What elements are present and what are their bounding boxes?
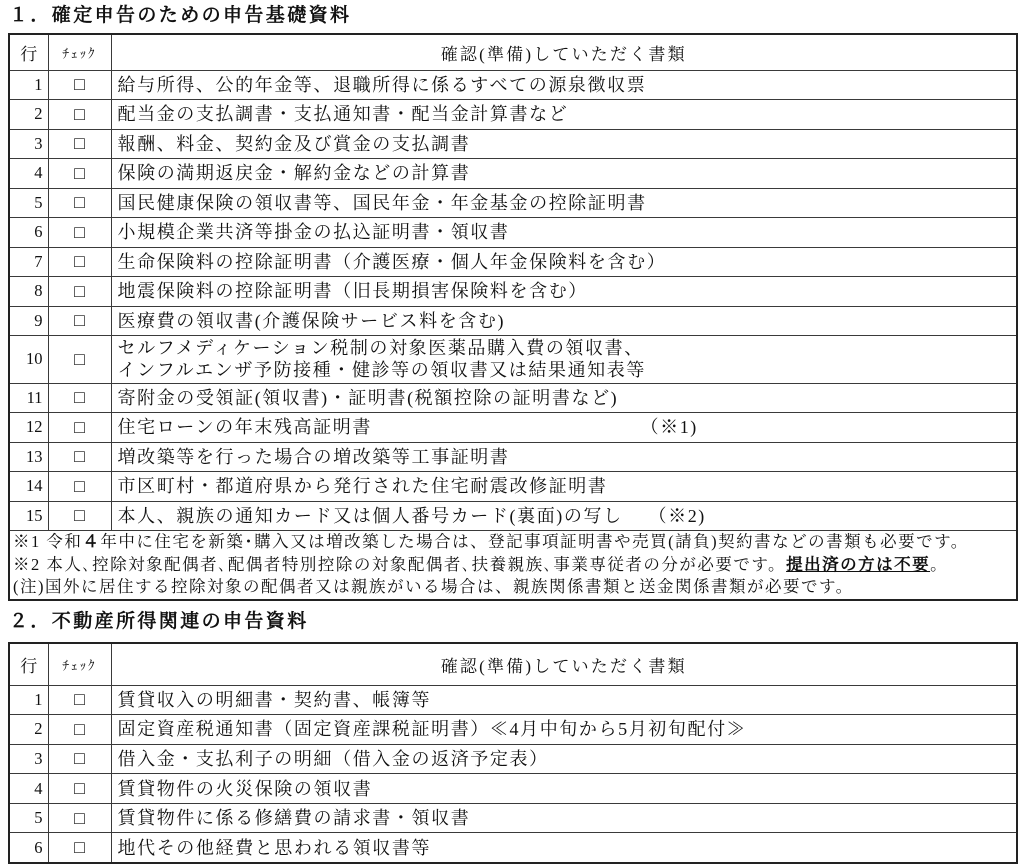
checkbox: □ [48, 129, 111, 159]
table-row [9, 442, 1017, 472]
header-row-number: 行 [9, 34, 48, 70]
checkbox: □ [48, 774, 111, 804]
table-row [9, 833, 1017, 863]
checkbox: □ [48, 188, 111, 218]
section-title-real-estate-documents: ２．不動産所得関連の申告資料 [9, 611, 309, 632]
notes-row [9, 531, 1017, 600]
row-number: 6 [9, 833, 48, 863]
header-check: ﾁｪｯｸ [48, 643, 111, 685]
document-cell [111, 188, 1017, 218]
header-documents: 確認(準備)していただく書類 [111, 34, 1017, 70]
table-row [9, 501, 1017, 531]
row-number: 13 [9, 442, 48, 472]
checkbox: □ [48, 833, 111, 863]
checkbox: □ [48, 413, 111, 443]
document-name: 本人、親族の通知カード又は個人番号カード(裏面)の写し [117, 505, 623, 526]
footnote-1-text: ※1 令和 [13, 532, 83, 551]
checkbox: □ [48, 442, 111, 472]
checkbox: □ [48, 70, 111, 100]
table-row [9, 277, 1017, 307]
document-name: 賃貸収入の明細書・契約書、帳簿等 [117, 689, 432, 710]
row-number: 1 [9, 685, 48, 715]
document-name: 地震保険料の控除証明書（旧長期損害保険料を含む） [117, 281, 588, 302]
document-cell [111, 159, 1017, 189]
document-name-line-1: セルフメディケーション税制の対象医薬品購入費の領収書、 [117, 338, 644, 359]
footnote-2-emphasis: 提出済の方は不要 [786, 554, 931, 574]
row-number: 3 [9, 744, 48, 774]
checkbox: □ [48, 715, 111, 745]
row-number: 4 [9, 774, 48, 804]
document-cell [111, 247, 1017, 277]
document-cell [111, 218, 1017, 248]
table-row [9, 247, 1017, 277]
footnote-1-text-rest: 年中に住宅を新築･購入又は増改築した場合は、登記事項証明書や売買(請負)契約書などの書類も必要です。 [100, 532, 969, 551]
header-check: ﾁｪｯｸ [48, 34, 111, 70]
document-cell [111, 100, 1017, 130]
document-cell [111, 336, 1017, 384]
footnote-2-text-rest: 。 [930, 554, 949, 574]
document-cell [111, 774, 1017, 804]
row-number: 2 [9, 100, 48, 130]
document-name: 賃貸物件の火災保険の領収書 [117, 778, 373, 799]
document-cell [111, 715, 1017, 745]
document-cell [111, 833, 1017, 863]
table-row [9, 383, 1017, 413]
document-cell [111, 413, 1017, 443]
table-row [9, 685, 1017, 715]
checkbox: □ [48, 803, 111, 833]
row-number: 5 [9, 188, 48, 218]
footnote-1-year: ４ [82, 532, 101, 551]
document-name: 保険の満期返戻金・解約金などの計算書 [117, 163, 471, 184]
footnote-2 [13, 554, 1016, 577]
table-header-row [9, 34, 1017, 70]
document-name: 住宅ローンの年末残高証明書 [117, 417, 372, 438]
section-title-tax-basic-documents: １．確定申告のための申告基礎資料 [9, 5, 352, 26]
table-row [9, 336, 1017, 384]
document-name: 生命保険料の控除証明書（介護医療・個人年金保険料を含む） [117, 251, 667, 272]
document-name: 小規模企業共済等掛金の払込証明書・領収書 [117, 222, 510, 243]
footnote-reference: （※1) [640, 417, 698, 438]
table-row [9, 100, 1017, 130]
row-number: 5 [9, 803, 48, 833]
checkbox: □ [48, 744, 111, 774]
checkbox: □ [48, 383, 111, 413]
document-cell [111, 803, 1017, 833]
checkbox: □ [48, 218, 111, 248]
row-number: 2 [9, 715, 48, 745]
table-row [9, 70, 1017, 100]
checkbox: □ [48, 306, 111, 336]
row-number: 14 [9, 472, 48, 502]
document-cell [111, 306, 1017, 336]
table-row [9, 159, 1017, 189]
footnote-2-text: ※2 本人､控除対象配偶者､配偶者特別控除の対象配偶者､扶養親族､事業専従者の分が必要です。 [13, 554, 787, 574]
row-number: 7 [9, 247, 48, 277]
document-name: 賃貸物件に係る修繕費の請求書・領収書 [117, 808, 471, 829]
checkbox: □ [48, 472, 111, 502]
document-name: 給与所得、公的年金等、退職所得に係るすべての源泉徴収票 [117, 74, 647, 95]
document-name-line-2: インフルエンザ予防接種・健診等の領収書又は結果通知表等 [117, 360, 646, 381]
document-cell [111, 70, 1017, 100]
checkbox: □ [48, 685, 111, 715]
note-overseas-relatives: (注)国外に居住する控除対象の配偶者又は親族がいる場合は、親族関係書類と送金関係書類が必要です。 [13, 577, 854, 596]
document-cell [111, 685, 1017, 715]
row-number: 8 [9, 277, 48, 307]
row-number: 1 [9, 70, 48, 100]
row-number: 9 [9, 306, 48, 336]
table-header-row [9, 643, 1017, 685]
table-row [9, 803, 1017, 833]
document-cell [111, 744, 1017, 774]
checkbox: □ [48, 100, 111, 130]
table-row [9, 413, 1017, 443]
table-row [9, 188, 1017, 218]
document-name: 固定資産税通知書（固定資産課税証明書）≪4月中旬から5月初旬配付≫ [117, 719, 747, 740]
document-name: 市区町村・都道府県から発行された住宅耐震改修証明書 [117, 476, 608, 497]
document-name: 地代その他経費と思われる領収書等 [117, 837, 432, 858]
document-name: 医療費の領収書(介護保険サービス料を含む) [117, 310, 506, 331]
document-cell [111, 472, 1017, 502]
header-documents: 確認(準備)していただく書類 [111, 643, 1017, 685]
table-row [9, 715, 1017, 745]
row-number: 4 [9, 159, 48, 189]
document-cell [111, 501, 1017, 531]
notes-cell [9, 531, 1017, 600]
row-number: 6 [9, 218, 48, 248]
checkbox: □ [48, 159, 111, 189]
row-number: 11 [9, 383, 48, 413]
row-number: 10 [9, 336, 48, 384]
table-row [9, 472, 1017, 502]
document-name: 国民健康保険の領収書等、国民年金・年金基金の控除証明書 [117, 192, 647, 213]
row-number: 3 [9, 129, 48, 159]
table-row [9, 218, 1017, 248]
document-cell [111, 129, 1017, 159]
document-name: 借入金・支払利子の明細（借入金の返済予定表） [117, 748, 549, 769]
checkbox: □ [48, 277, 111, 307]
tax-basic-documents-table [8, 33, 1018, 601]
checkbox: □ [48, 501, 111, 531]
footnote-1 [13, 531, 1016, 554]
checkbox: □ [48, 336, 111, 384]
table-row [9, 306, 1017, 336]
table-row [9, 744, 1017, 774]
row-number: 15 [9, 501, 48, 531]
document-name: 配当金の支払調書・支払通知書・配当金計算書など [117, 104, 569, 125]
row-number: 12 [9, 413, 48, 443]
header-row-number: 行 [9, 643, 48, 685]
document-name: 寄附金の受領証(領収書)・証明書(税額控除の証明書など) [117, 387, 619, 408]
document-name: 増改築等を行った場合の増改築等工事証明書 [117, 446, 510, 467]
real-estate-documents-table [8, 642, 1018, 864]
footnote-reference: （※2) [648, 505, 706, 526]
table-row [9, 774, 1017, 804]
document-cell [111, 277, 1017, 307]
document-cell [111, 383, 1017, 413]
table-row [9, 129, 1017, 159]
document-cell [111, 442, 1017, 472]
document-name: 報酬、料金、契約金及び賞金の支払調書 [117, 133, 471, 154]
checkbox: □ [48, 247, 111, 277]
